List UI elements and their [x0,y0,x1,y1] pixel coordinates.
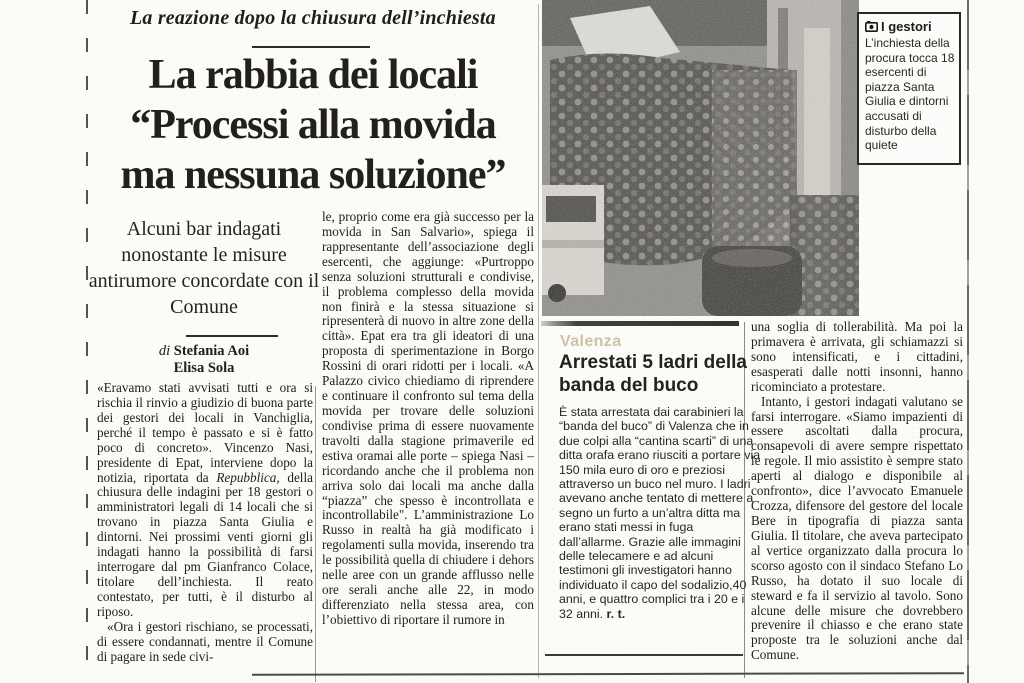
article-subhead: Alcuni bar indagati nonostante le misure antirumore concordate con il Comune [88,218,320,318]
paragraph-italic: Repubblica, [216,469,280,485]
scan-edge-right [967,0,969,683]
byline-author-2: Elisa Sola [173,360,235,376]
paragraph: le, proprio come era già successo per la movida in San Salvario», spiega il rappresentante dell’associazione degli esercenti, che aggiunge: «Purtroppo senza soluzioni strutturali e condivise, il problema complesso della movida non finirà e la stessa situazione si ripresenterà di nuovo in altre zone della città». Epat era tra gli ideatori di una proposta di sperimentazione in Borgo Rossini di orari ridotti per i locali. «A Palazzo civico chiediamo di riprendere e continuare il confronto sul tema della movida per trovare delle soluzioni condivise prima di essere nuovamente travolti dalla stagione primaverile ed estiva oramai alle porte – spiega Nasi – ricordando anche che il problema non arriva solo dai locali ma anche dalla “piazza” che spesso è incontrollata e incontrollabile". L’amministrazione Lo Russo in realtà ha già modificato i regolamenti sulla movida, inserendo tra le possibilità quella di chiudere i dehors nelle aree con un grande afflusso nelle ore serali anche alle 22, in modo differenziato nella stessa area, con l’obiettivo di riportare il rumore in [322,210,534,627]
headline-line-3: ma nessuna soluzione” [120,152,506,198]
photo-grain [542,0,859,316]
article-byline [84,343,324,377]
brief-signature: r. t. [606,606,626,621]
paragraph: Intanto, i gestori indagati valutano se farsi interrogare. «Siamo impazienti di essere ascoltati dalla procura, consapevoli di avere sempre rispettato le regole. Il mio assistito è sempre stato aperti al dialogo e disponibile al confronto», dice l’avvocato Emanuele Crozza, difensore del gestore del locale Bere in tipografia di piazza santa Giulia. Il titolare, che aveva partecipato al vertice organizzato dalla procura lo scorso agosto con il sindaco Stefano Lo Russo, ha dotato il suo locale di steward e fa il servizio al tavolo. Sono alcune delle misure che dovrebbero prevenire il chiasso e che erano state proposte tra le soluzioni anche dal Comune. [751,393,963,663]
headline-line-2: “Processi alla movida [130,102,496,148]
brief-text: È stata arrestata dai carabinieri la “banda del buco” di Valenza che in due colpi alla “cantina scarti” di una ditta orafa erano riusciti a portare via 150 mila euro di oro e preziosi attraverso un buco nel muro. I ladri avevano anche tentato di mettere a segno un furto a un’altra ditta ma erano stati messi in fuga dall’allarme. Grazie alle immagini delle telecamere e ad alcuni testimoni gli investigatori hanno individuato il capo del sodalizio,40 anni, e quattro complici tra i 20 e i 32 anni. [559,405,761,621]
paragraph: una soglia di tollerabilità. Ma poi la primavera è arrivata, gli schiamazzi si sono intensificati, e i cittadini, esasperati dalle notti insonni, hanno ricominciato a protestare. [751,320,963,394]
brief-bottom-rule [545,654,743,656]
sidebar-title-row [865,19,955,34]
brief-kicker: Valenza [560,333,622,350]
article-column-2 [322,210,534,680]
column-divider [315,386,316,682]
headline-line-1: La rabbia dei locali [148,52,478,98]
brief-body [559,405,761,621]
photo-marker-icon [865,21,878,32]
paragraph [97,381,313,620]
byline-line-1 [84,343,324,360]
sidebar-factbox [857,12,961,165]
sidebar-title: I gestori [881,19,932,34]
byline-rule [186,335,278,337]
paragraph-text: «Eravamo stati avvisati tutti e ora si rischia il rinvio a giudizio di buona parte dei gestori dei locali in Vanchiglia, perché il tempo è passato e si è fatto poco di concreto». Vincenzo Nasi, presidente di Epat, interviene dopo la notizia, riportata da [97,381,313,485]
article-column-3 [751,320,963,680]
paragraph [559,405,761,621]
brief-headline: Arrestati 5 ladri della banda del buco [559,352,747,396]
article-kicker: La reazione dopo la chiusura dell’inchiesta [130,7,496,29]
article-headline [88,50,538,200]
paragraph-text: della chiusura delle indagini per 18 gestori o amministratori legali di 14 locali che si trovano in piazza Santa Giulia e dintorni. Nei prossimi venti giorni gli indagati hanno la possibilità di farsi interrogare dal pm Gianfranco Colace, titolare dell’inchiesta. Il reato contestato, per tutti, è il disturbo al riposo. [97,469,313,619]
column-divider [538,4,539,678]
byline-prefix: di [158,343,171,359]
byline-author-1: Stefania Aoi [173,343,250,359]
brief-section-bar [541,321,739,326]
kicker-rule [252,46,370,48]
article-column-1 [97,381,313,683]
article-photo [542,0,859,316]
paragraph: «Ora i gestori rischiano, se processati, di essere condannati, mentre il Comune di pagare in sede civi- [97,618,313,664]
sidebar-body: L’inchiesta della procura tocca 18 esercenti di piazza Santa Giulia e dintorni accusati di disturbo della quiete [865,36,955,153]
